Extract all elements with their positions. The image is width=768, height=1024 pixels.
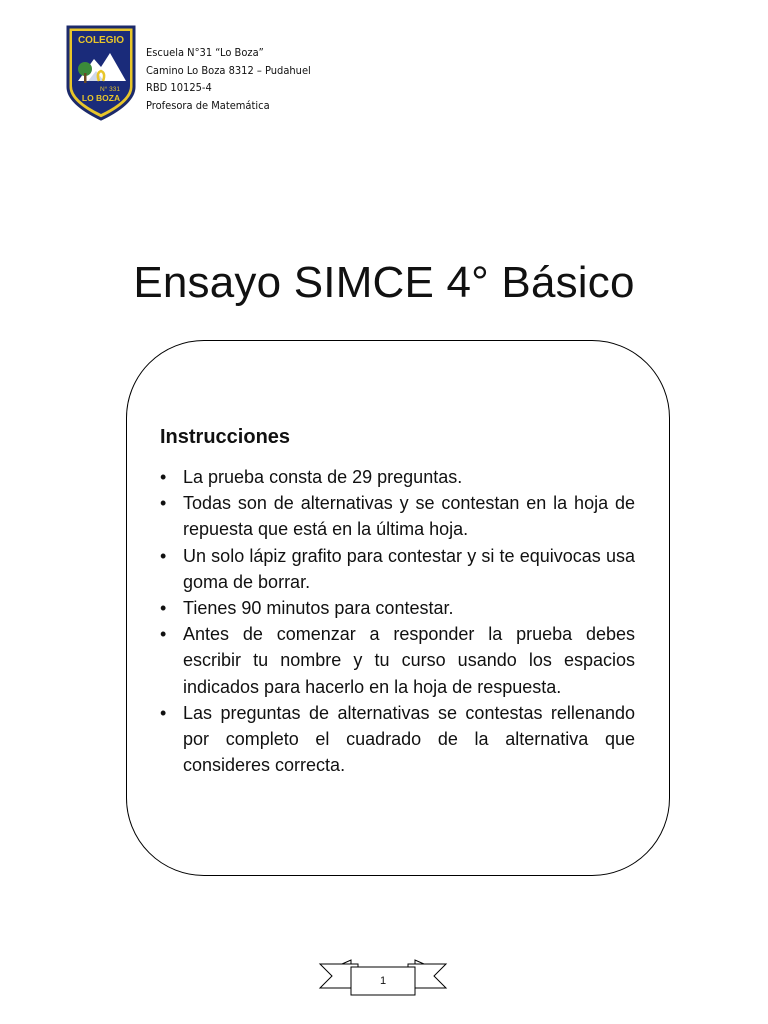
instructions-heading: Instrucciones <box>160 426 291 448</box>
teacher-role: Profesora de Matemática <box>146 98 270 112</box>
logo-number-text: N° 331 <box>100 86 120 93</box>
logo-top-text: COLEGIO <box>77 35 125 46</box>
page-title: Ensayo SIMCE 4° Básico <box>133 258 635 307</box>
school-info <box>146 44 311 114</box>
school-name: Escuela N°31 “Lo Boza” <box>146 46 264 59</box>
instructions-list <box>159 464 635 778</box>
school-address: Camino Lo Boza 8312 – Pudahuel <box>146 63 311 77</box>
page-number: 1 <box>379 975 387 987</box>
logo-bottom-text: LO BOZA <box>81 93 121 103</box>
list-item: • La prueba consta de 29 preguntas. <box>159 464 635 490</box>
school-crest-icon <box>66 25 136 121</box>
list-item: • Tienes 90 minutos para contestar. <box>159 595 635 621</box>
school-rbd: RBD 10125-4 <box>146 81 212 94</box>
list-item: • Todas son de alternativas y se contestan en la hoja de repuesta que está en la última hoja. <box>159 490 635 542</box>
list-item: • Un solo lápiz grafito para contestar y si te equivocas usa goma de borrar. <box>159 543 635 595</box>
list-item: • Las preguntas de alternativas se contestas rellenando por completo el cuadrado de la alternativa que consideres correcta. <box>159 700 635 779</box>
list-item: • Antes de comenzar a responder la prueba debes escribir tu nombre y tu curso usando los espacios indicados para hacerlo en la hoja de respuesta. <box>159 621 635 700</box>
